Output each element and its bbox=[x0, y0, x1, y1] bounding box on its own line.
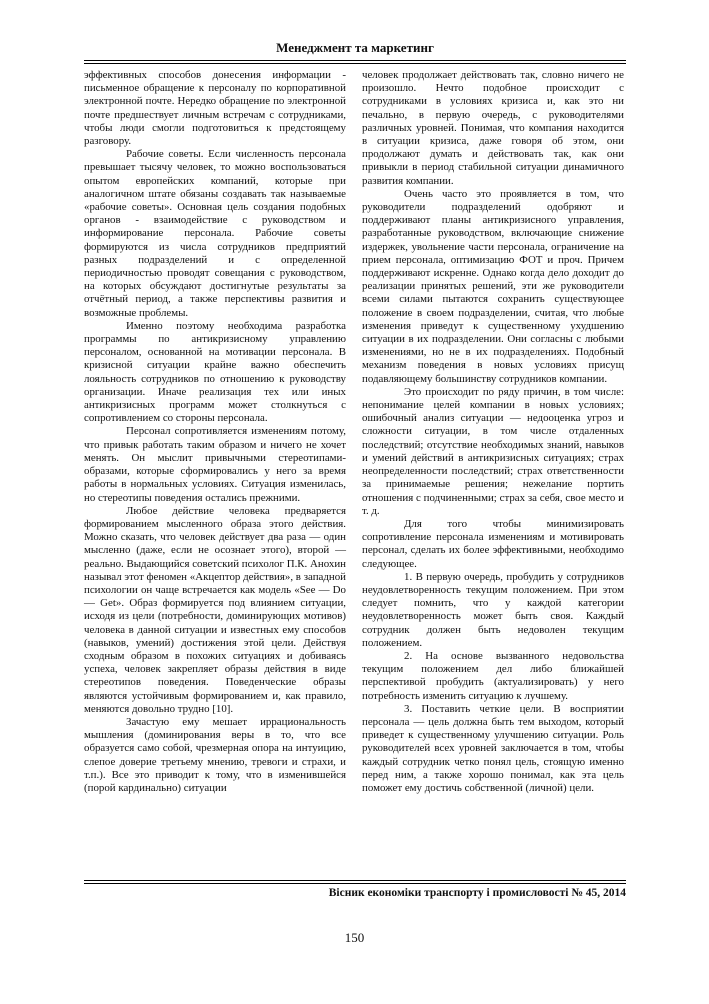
paragraph: Зачастую ему мешает иррациональность мышления (доминирования веры в то, что все образуется само собой, чрезмерная опора на интуицию, слепое доверие третьему мнению, тревоги и страхи, и т.п.). Все это приводит к тому, что в изменившейся (порой кардинально) ситуации bbox=[84, 715, 346, 794]
paragraph: Это происходит по ряду причин, в том числе: непонимание целей компании в новых условиях; ошибочный анализ ситуации — недооценка угроз и сложности ситуации, в том числе отдаленных последствий; отсутствие необходимых знаний, навыков и умений действий в антикризисных ситуациях; страх неопределенности последствий; страх ответственности за принимаемые решения; нежелание портить отношения с подчиненными; страх за себя, свое место и т. д. bbox=[362, 385, 624, 517]
page-number: 150 bbox=[344, 930, 365, 945]
paragraph: Любое действие человека предваряется формированием мысленного образа этого действия. Можно сказать, что человек действует два раза — один мысленно (даже, если не осознает этого), второй — реально. Выдающийся советский психолог П.К. Анохин называл этот феномен «Акцептор действия», в западной психологии он чаще встречается как модель «See — Do — Get». Образ формируется под влиянием ситуации, исходя из цели (потребности, доминирующих мотивов) человека в данной ситуации и известных ему способов (навыков, умений) достижения этой цели. Действуя сходным образом в похожих ситуациях и добиваясь успеха, человек закрепляет образы действия в виде стереотипов поведения. Поведенческие образы являются устойчивым формированием и, как правило, меняются довольно трудно [10]. bbox=[84, 504, 346, 715]
paragraph: Рабочие советы. Если численность персонала превышает тысячу человек, то можно воспользоваться опытом европейских компаний, которые при аналогичном штате обязаны создавать так называемые «рабочие советы». Основная цель создания подобных органов - взаимодействие с руководством и информирование персонала. Рабочие советы формируются из числа сотрудников предприятий разных подразделений и с определенной периодичностью проводят совещания с руководством, на которых обсуждают достигнутые результаты за отчётный период, а также перспективы развития и возможные проблемы. bbox=[84, 148, 346, 319]
paragraph: человек продолжает действовать так, словно ничего не произошло. Нечто подобное происходит с сотрудниками в условиях кризиса и, как это ни печально, в первую очередь, с руководителями различных уровней. Понимая, что компания находится в ситуации кризиса, даже говоря об этом, они продолжают думать и действовать так, как они привыкли в период стабильной ситуации динамичного развития компании. bbox=[362, 69, 624, 187]
left-column bbox=[84, 69, 346, 795]
running-header: Менеджмент та маркетинг bbox=[276, 40, 434, 55]
paragraph: Персонал сопротивляется изменениям потому, что привык работать таким образом и ничего не хочет менять. Он мыслит привычными стереотипами-образами, которые сформировались у него за время работы в нормальных условиях. Ситуация изменилась, но стереотипы поведения остались прежними. bbox=[84, 425, 346, 504]
right-column bbox=[362, 69, 624, 795]
footer-rule bbox=[84, 880, 626, 881]
paragraph: эффективных способов донесения информации - письменное обращение к персоналу по корпоративной электронной почте. Нередко обращение по электронной почте предшествует личным встречам с сотрудниками, чтобы люди смогли подготовиться к предстоящему разговору. bbox=[84, 69, 346, 148]
footer-rule-double bbox=[84, 883, 626, 884]
header-rule bbox=[84, 60, 626, 61]
paragraph: Очень часто это проявляется в том, что руководители подразделений одобряют и поддерживают планы антикризисного управления, разработанные руководством, включающие снижение издержек, увольнение части персонала, ограничение на прием персонала, оптимизацию ФОТ и проч. Причем поддерживают искренне. Однако когда дело доходит до реализации принятых решений, эти же руководители всеми силами пытаются сохранить существующее положение в своем подразделении, считая, что любые изменения приведут к существенному ухудшению ситуации в их подразделении. Они согласны с любыми изменениями, но не в их подразделениях. Подобный механизм поведения в новых условиях присущ подавляющему большинству сотрудников компании. bbox=[362, 187, 624, 385]
paragraph: Именно поэтому необходима разработка программы по антикризисному управлению персоналом, основанной на мотивации персонала. В кризисной ситуации крайне важно обеспечить лояльность сотрудников по отношению к руководству организации. Иначе реализация тех или иных антикризисных программ может столкнуться с сопротивлением со стороны персонала. bbox=[84, 319, 346, 425]
header-rule-double bbox=[84, 63, 626, 64]
journal-footer: Вісник економіки транспорту і промисловості № 45, 2014 bbox=[328, 887, 626, 899]
paragraph: 3. Поставить четкие цели. В восприятии персонала — цель должна быть тем выходом, который приведет к существенному улучшению ситуации. Роль руководителей всех уровней заключается в том, чтобы каждый сотрудник четко понял цель, стоящую именно перед ним, а также хорошо понимал, как эта цель поможет ему достичь собственной (личной) цели. bbox=[362, 702, 624, 794]
paragraph: 2. На основе вызванного недовольства текущим положением дел либо ближайшей перспективой пробудить (актуализировать) у него потребность изменить ситуацию к лучшему. bbox=[362, 649, 624, 702]
paragraph: Для того чтобы минимизировать сопротивление персонала изменениям и мотивировать персонал, сделать их более эффективными, необходимо следующее. bbox=[362, 517, 624, 570]
paragraph: 1. В первую очередь, пробудить у сотрудников неудовлетворенность текущим положением. При этом следует помнить, что у каждой категории неудовлетворенность может быть своя. Каждый сотрудник должен быть недоволен текущим положением. bbox=[362, 570, 624, 649]
